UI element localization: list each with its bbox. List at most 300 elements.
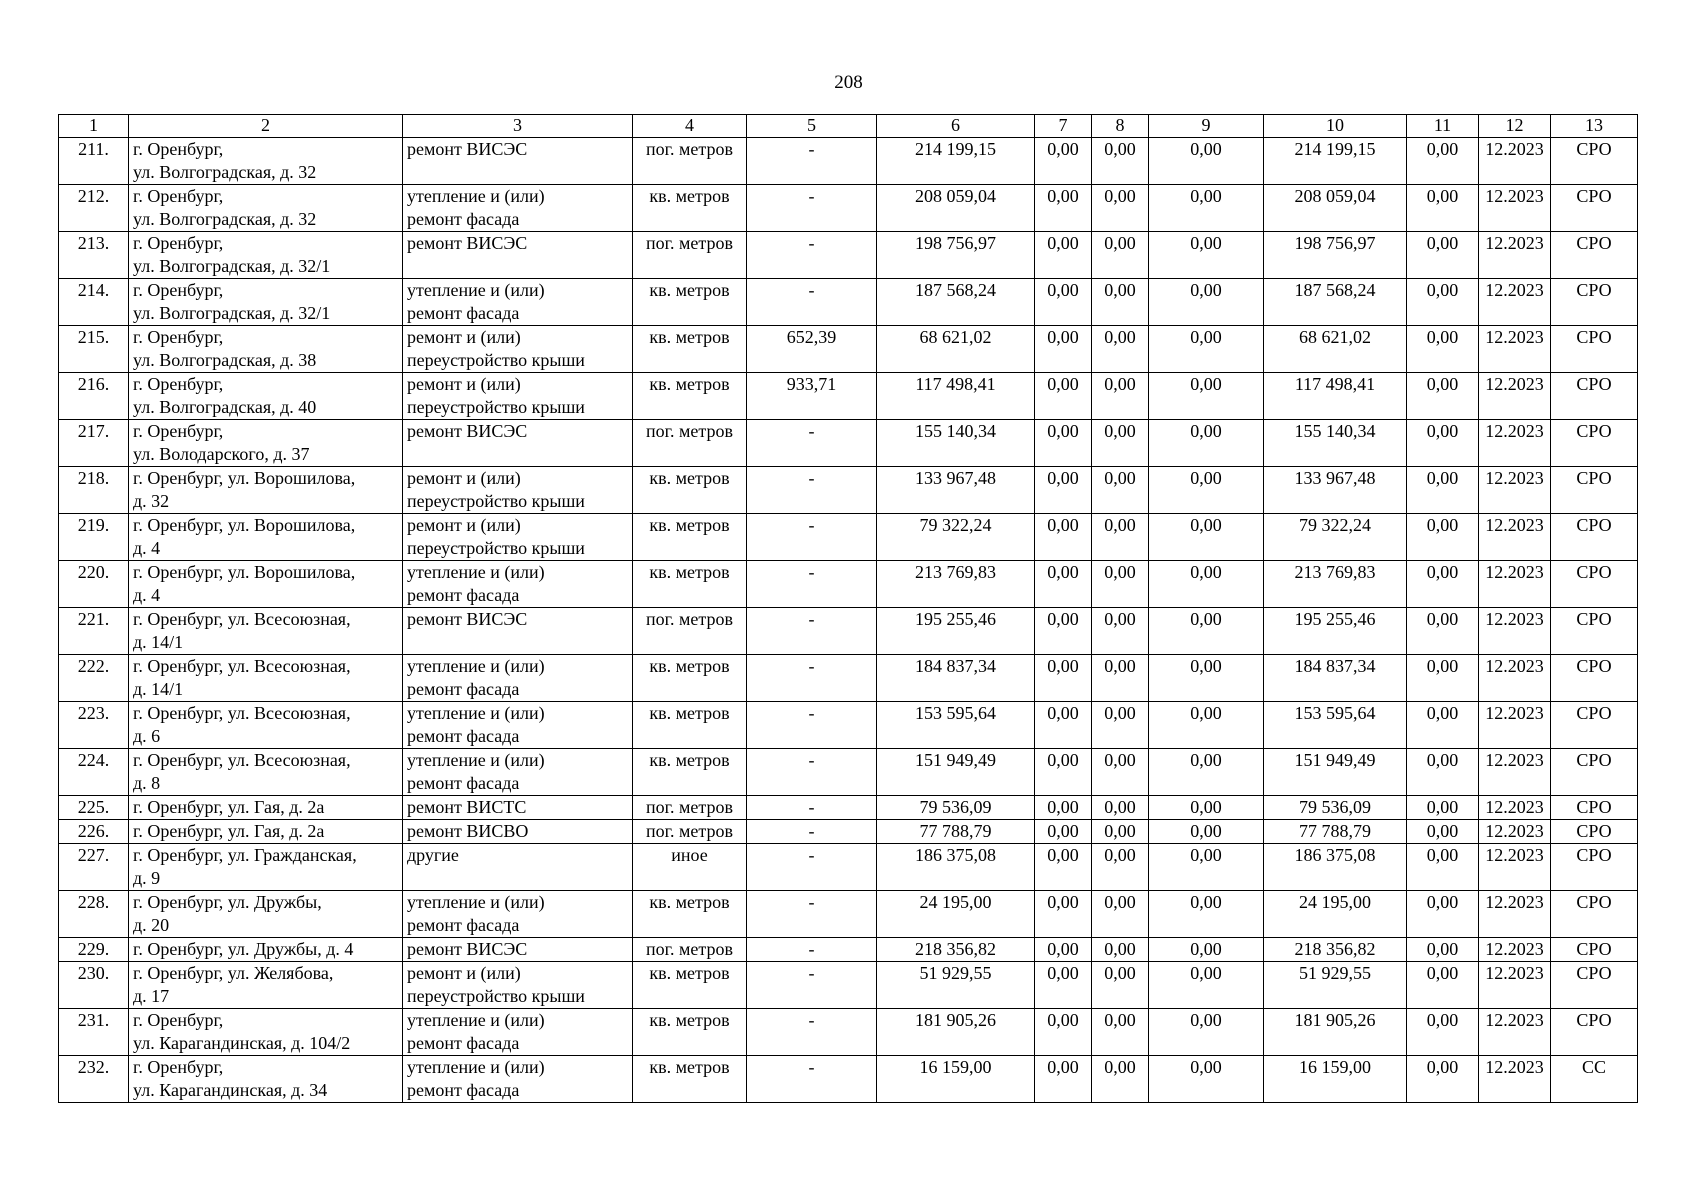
col10-cell: 51 929,55	[1264, 962, 1407, 1009]
row-number: 227.	[59, 844, 129, 891]
col9-cell: 0,00	[1149, 655, 1264, 702]
work-type-cell	[403, 796, 633, 820]
unit-cell: кв. метров	[633, 326, 747, 373]
col9-cell: 0,00	[1149, 420, 1264, 467]
address-cell-line: г. Оренбург,	[133, 186, 224, 206]
work-type-cell	[403, 514, 633, 561]
col7-cell: 0,00	[1035, 796, 1092, 820]
row-number: 211.	[59, 138, 129, 185]
total-cost-cell: 79 536,09	[877, 796, 1035, 820]
address-cell-line: ул. Волгоградская, д. 32/1	[133, 256, 331, 276]
total-cost-cell: 24 195,00	[877, 891, 1035, 938]
col11-cell: 0,00	[1407, 962, 1479, 1009]
row-number: 214.	[59, 279, 129, 326]
total-cost-cell: 208 059,04	[877, 185, 1035, 232]
col10-cell: 186 375,08	[1264, 844, 1407, 891]
col8-cell: 0,00	[1092, 608, 1149, 655]
address-cell-line: д. 17	[133, 986, 170, 1006]
col8-cell: 0,00	[1092, 138, 1149, 185]
table-row	[59, 326, 1638, 373]
col9-cell: 0,00	[1149, 702, 1264, 749]
col8-cell: 0,00	[1092, 938, 1149, 962]
address-cell-line: г. Оренбург,	[133, 1010, 224, 1030]
work-type-cell-line: другие	[407, 845, 459, 865]
address-cell-line: г. Оренбург, ул. Гая, д. 2а	[133, 821, 325, 841]
row-number: 228.	[59, 891, 129, 938]
deadline-cell: 12.2023	[1479, 326, 1551, 373]
col10-cell: 181 905,26	[1264, 1009, 1407, 1056]
col7-cell: 0,00	[1035, 561, 1092, 608]
source-cell: СРО	[1551, 844, 1638, 891]
deadline-cell: 12.2023	[1479, 279, 1551, 326]
col7-cell: 0,00	[1035, 467, 1092, 514]
unit-cell: пог. метров	[633, 796, 747, 820]
address-cell-line: д. 8	[133, 773, 161, 793]
volume-cell: -	[747, 138, 877, 185]
deadline-cell: 12.2023	[1479, 467, 1551, 514]
col9-cell: 0,00	[1149, 467, 1264, 514]
address-cell-line: г. Оренбург,	[133, 327, 224, 347]
total-cost-cell: 218 356,82	[877, 938, 1035, 962]
address-cell	[129, 232, 403, 279]
table-row	[59, 962, 1638, 1009]
row-number: 221.	[59, 608, 129, 655]
work-type-cell-line: ремонт фасада	[407, 1033, 520, 1053]
col8-cell: 0,00	[1092, 1009, 1149, 1056]
work-type-cell-line: утепление и (или)	[407, 892, 545, 912]
table-row	[59, 373, 1638, 420]
col11-cell: 0,00	[1407, 279, 1479, 326]
col9-cell: 0,00	[1149, 1056, 1264, 1103]
column-header-2: 2	[129, 115, 403, 138]
total-cost-cell: 79 322,24	[877, 514, 1035, 561]
work-type-cell-line: ремонт ВИСЭС	[407, 609, 528, 629]
work-type-cell-line: ремонт фасада	[407, 1080, 520, 1100]
source-cell: СРО	[1551, 326, 1638, 373]
deadline-cell: 12.2023	[1479, 561, 1551, 608]
work-type-cell-line: утепление и (или)	[407, 1057, 545, 1077]
column-header-4: 4	[633, 115, 747, 138]
row-number: 212.	[59, 185, 129, 232]
total-cost-cell: 181 905,26	[877, 1009, 1035, 1056]
address-cell-line: ул. Карагандинская, д. 34	[133, 1080, 328, 1100]
work-type-cell-line: ремонт фасада	[407, 726, 520, 746]
work-type-cell-line: утепление и (или)	[407, 280, 545, 300]
work-type-cell	[403, 1056, 633, 1103]
address-cell-line: г. Оренбург,	[133, 374, 224, 394]
volume-cell: 933,71	[747, 373, 877, 420]
col9-cell: 0,00	[1149, 232, 1264, 279]
col7-cell: 0,00	[1035, 185, 1092, 232]
unit-cell: кв. метров	[633, 702, 747, 749]
unit-cell: кв. метров	[633, 373, 747, 420]
col9-cell: 0,00	[1149, 514, 1264, 561]
unit-cell: иное	[633, 844, 747, 891]
unit-cell: кв. метров	[633, 279, 747, 326]
unit-cell: пог. метров	[633, 608, 747, 655]
unit-cell: пог. метров	[633, 232, 747, 279]
col9-cell: 0,00	[1149, 1009, 1264, 1056]
address-cell-line: д. 20	[133, 915, 170, 935]
unit-cell: кв. метров	[633, 1056, 747, 1103]
col11-cell: 0,00	[1407, 796, 1479, 820]
source-cell: СРО	[1551, 938, 1638, 962]
unit-cell: пог. метров	[633, 938, 747, 962]
address-cell	[129, 962, 403, 1009]
col10-cell: 153 595,64	[1264, 702, 1407, 749]
col9-cell: 0,00	[1149, 326, 1264, 373]
col7-cell: 0,00	[1035, 326, 1092, 373]
volume-cell: -	[747, 467, 877, 514]
col11-cell: 0,00	[1407, 702, 1479, 749]
work-type-cell-line: ремонт фасада	[407, 773, 520, 793]
table-row	[59, 891, 1638, 938]
volume-cell: -	[747, 232, 877, 279]
address-cell-line: ул. Волгоградская, д. 40	[133, 397, 317, 417]
table-row	[59, 749, 1638, 796]
col11-cell: 0,00	[1407, 844, 1479, 891]
volume-cell: -	[747, 1056, 877, 1103]
col9-cell: 0,00	[1149, 749, 1264, 796]
volume-cell: -	[747, 514, 877, 561]
col8-cell: 0,00	[1092, 373, 1149, 420]
column-header-7: 7	[1035, 115, 1092, 138]
address-cell-line: г. Оренбург, ул. Ворошилова,	[133, 562, 356, 582]
work-type-cell-line: ремонт и (или)	[407, 468, 521, 488]
address-cell	[129, 373, 403, 420]
table-row	[59, 420, 1638, 467]
volume-cell: -	[747, 420, 877, 467]
col10-cell: 68 621,02	[1264, 326, 1407, 373]
total-cost-cell: 184 837,34	[877, 655, 1035, 702]
work-type-cell	[403, 844, 633, 891]
source-cell: СРО	[1551, 796, 1638, 820]
table-header	[59, 115, 1638, 138]
col11-cell: 0,00	[1407, 420, 1479, 467]
col8-cell: 0,00	[1092, 232, 1149, 279]
address-cell-line: г. Оренбург,	[133, 139, 224, 159]
address-cell-line: г. Оренбург,	[133, 421, 224, 441]
volume-cell: -	[747, 702, 877, 749]
col10-cell: 155 140,34	[1264, 420, 1407, 467]
unit-cell: кв. метров	[633, 1009, 747, 1056]
col8-cell: 0,00	[1092, 279, 1149, 326]
total-cost-cell: 151 949,49	[877, 749, 1035, 796]
table-row	[59, 138, 1638, 185]
col7-cell: 0,00	[1035, 844, 1092, 891]
work-type-cell-line: переустройство крыши	[407, 491, 585, 511]
work-type-cell-line: переустройство крыши	[407, 397, 585, 417]
col10-cell: 195 255,46	[1264, 608, 1407, 655]
col8-cell: 0,00	[1092, 1056, 1149, 1103]
unit-cell: кв. метров	[633, 185, 747, 232]
address-cell-line: г. Оренбург, ул. Дружбы,	[133, 892, 322, 912]
work-type-cell-line: ремонт ВИСЭС	[407, 233, 528, 253]
address-cell-line: д. 14/1	[133, 679, 184, 699]
row-number: 224.	[59, 749, 129, 796]
address-cell	[129, 891, 403, 938]
work-type-cell	[403, 561, 633, 608]
unit-cell: кв. метров	[633, 962, 747, 1009]
col8-cell: 0,00	[1092, 796, 1149, 820]
col8-cell: 0,00	[1092, 820, 1149, 844]
address-cell-line: г. Оренбург, ул. Всесоюзная,	[133, 750, 351, 770]
col11-cell: 0,00	[1407, 232, 1479, 279]
col9-cell: 0,00	[1149, 373, 1264, 420]
col9-cell: 0,00	[1149, 938, 1264, 962]
col9-cell: 0,00	[1149, 844, 1264, 891]
col11-cell: 0,00	[1407, 1009, 1479, 1056]
col11-cell: 0,00	[1407, 749, 1479, 796]
total-cost-cell: 187 568,24	[877, 279, 1035, 326]
volume-cell: -	[747, 962, 877, 1009]
address-cell-line: г. Оренбург, ул. Желябова,	[133, 963, 334, 983]
work-type-cell	[403, 938, 633, 962]
col7-cell: 0,00	[1035, 702, 1092, 749]
address-cell-line: д. 4	[133, 538, 161, 558]
col7-cell: 0,00	[1035, 420, 1092, 467]
col10-cell: 77 788,79	[1264, 820, 1407, 844]
volume-cell: -	[747, 279, 877, 326]
col9-cell: 0,00	[1149, 820, 1264, 844]
col10-cell: 187 568,24	[1264, 279, 1407, 326]
address-cell	[129, 938, 403, 962]
col9-cell: 0,00	[1149, 561, 1264, 608]
source-cell: СРО	[1551, 561, 1638, 608]
address-cell	[129, 796, 403, 820]
work-type-cell-line: утепление и (или)	[407, 1010, 545, 1030]
address-cell	[129, 1056, 403, 1103]
deadline-cell: 12.2023	[1479, 138, 1551, 185]
row-number: 217.	[59, 420, 129, 467]
deadline-cell: 12.2023	[1479, 1009, 1551, 1056]
table-row	[59, 1009, 1638, 1056]
work-type-cell-line: утепление и (или)	[407, 703, 545, 723]
table-row	[59, 467, 1638, 514]
table-body	[59, 138, 1638, 1103]
table-row	[59, 938, 1638, 962]
total-cost-cell: 195 255,46	[877, 608, 1035, 655]
table-row	[59, 608, 1638, 655]
total-cost-cell: 153 595,64	[877, 702, 1035, 749]
work-type-cell-line: ремонт фасада	[407, 585, 520, 605]
deadline-cell: 12.2023	[1479, 820, 1551, 844]
col8-cell: 0,00	[1092, 844, 1149, 891]
address-cell-line: ул. Волгоградская, д. 38	[133, 350, 317, 370]
address-cell-line: г. Оренбург, ул. Ворошилова,	[133, 468, 356, 488]
col10-cell: 198 756,97	[1264, 232, 1407, 279]
deadline-cell: 12.2023	[1479, 938, 1551, 962]
address-cell-line: д. 6	[133, 726, 161, 746]
col11-cell: 0,00	[1407, 655, 1479, 702]
deadline-cell: 12.2023	[1479, 608, 1551, 655]
row-number: 219.	[59, 514, 129, 561]
volume-cell: -	[747, 185, 877, 232]
table-row	[59, 820, 1638, 844]
column-header-5: 5	[747, 115, 877, 138]
total-cost-cell: 117 498,41	[877, 373, 1035, 420]
source-cell: СС	[1551, 1056, 1638, 1103]
address-cell-line: г. Оренбург,	[133, 233, 224, 253]
col11-cell: 0,00	[1407, 467, 1479, 514]
row-number: 226.	[59, 820, 129, 844]
column-header-13: 13	[1551, 115, 1638, 138]
col10-cell: 208 059,04	[1264, 185, 1407, 232]
row-number: 229.	[59, 938, 129, 962]
row-number: 216.	[59, 373, 129, 420]
col7-cell: 0,00	[1035, 373, 1092, 420]
source-cell: СРО	[1551, 749, 1638, 796]
col11-cell: 0,00	[1407, 185, 1479, 232]
address-cell	[129, 138, 403, 185]
col8-cell: 0,00	[1092, 467, 1149, 514]
col10-cell: 16 159,00	[1264, 1056, 1407, 1103]
volume-cell: -	[747, 655, 877, 702]
col11-cell: 0,00	[1407, 373, 1479, 420]
address-cell-line: г. Оренбург, ул. Гражданская,	[133, 845, 357, 865]
total-cost-cell: 133 967,48	[877, 467, 1035, 514]
volume-cell: -	[747, 608, 877, 655]
row-number: 222.	[59, 655, 129, 702]
deadline-cell: 12.2023	[1479, 796, 1551, 820]
source-cell: СРО	[1551, 655, 1638, 702]
volume-cell: -	[747, 561, 877, 608]
col8-cell: 0,00	[1092, 749, 1149, 796]
col11-cell: 0,00	[1407, 1056, 1479, 1103]
row-number: 218.	[59, 467, 129, 514]
address-cell-line: г. Оренбург, ул. Всесоюзная,	[133, 656, 351, 676]
source-cell: СРО	[1551, 185, 1638, 232]
deadline-cell: 12.2023	[1479, 514, 1551, 561]
col8-cell: 0,00	[1092, 514, 1149, 561]
unit-cell: кв. метров	[633, 749, 747, 796]
volume-cell: 652,39	[747, 326, 877, 373]
col8-cell: 0,00	[1092, 891, 1149, 938]
deadline-cell: 12.2023	[1479, 891, 1551, 938]
col7-cell: 0,00	[1035, 1009, 1092, 1056]
address-cell	[129, 326, 403, 373]
table-row	[59, 232, 1638, 279]
unit-cell: пог. метров	[633, 420, 747, 467]
work-type-cell-line: ремонт ВИСЭС	[407, 939, 528, 959]
column-header-10: 10	[1264, 115, 1407, 138]
work-type-cell	[403, 185, 633, 232]
volume-cell: -	[747, 749, 877, 796]
total-cost-cell: 213 769,83	[877, 561, 1035, 608]
col7-cell: 0,00	[1035, 279, 1092, 326]
table-row	[59, 702, 1638, 749]
row-number: 223.	[59, 702, 129, 749]
work-type-cell-line: ремонт ВИСВО	[407, 821, 529, 841]
work-type-cell	[403, 420, 633, 467]
work-type-cell	[403, 702, 633, 749]
address-cell-line: г. Оренбург, ул. Гая, д. 2а	[133, 797, 325, 817]
work-type-cell-line: ремонт фасада	[407, 679, 520, 699]
address-cell-line: ул. Володарского, д. 37	[133, 444, 310, 464]
col7-cell: 0,00	[1035, 138, 1092, 185]
deadline-cell: 12.2023	[1479, 655, 1551, 702]
table-row	[59, 279, 1638, 326]
address-cell	[129, 820, 403, 844]
col8-cell: 0,00	[1092, 702, 1149, 749]
work-type-cell	[403, 962, 633, 1009]
col10-cell: 218 356,82	[1264, 938, 1407, 962]
col11-cell: 0,00	[1407, 561, 1479, 608]
address-cell	[129, 749, 403, 796]
work-type-cell-line: ремонт и (или)	[407, 327, 521, 347]
work-type-cell-line: ремонт и (или)	[407, 963, 521, 983]
volume-cell: -	[747, 820, 877, 844]
table-row	[59, 796, 1638, 820]
work-type-cell	[403, 326, 633, 373]
row-number: 232.	[59, 1056, 129, 1103]
col10-cell: 184 837,34	[1264, 655, 1407, 702]
deadline-cell: 12.2023	[1479, 962, 1551, 1009]
col11-cell: 0,00	[1407, 326, 1479, 373]
deadline-cell: 12.2023	[1479, 749, 1551, 796]
col8-cell: 0,00	[1092, 420, 1149, 467]
address-cell-line: д. 9	[133, 868, 161, 888]
col7-cell: 0,00	[1035, 820, 1092, 844]
col11-cell: 0,00	[1407, 891, 1479, 938]
work-type-cell-line: ремонт ВИСЭС	[407, 421, 528, 441]
address-cell	[129, 702, 403, 749]
col11-cell: 0,00	[1407, 138, 1479, 185]
column-header-9: 9	[1149, 115, 1264, 138]
address-cell-line: д. 14/1	[133, 632, 184, 652]
row-number: 215.	[59, 326, 129, 373]
table-row	[59, 561, 1638, 608]
work-type-cell	[403, 891, 633, 938]
work-type-cell-line: утепление и (или)	[407, 656, 545, 676]
unit-cell: кв. метров	[633, 561, 747, 608]
row-number: 213.	[59, 232, 129, 279]
source-cell: СРО	[1551, 232, 1638, 279]
col10-cell: 117 498,41	[1264, 373, 1407, 420]
source-cell: СРО	[1551, 608, 1638, 655]
work-type-cell	[403, 467, 633, 514]
source-cell: СРО	[1551, 820, 1638, 844]
address-cell-line: г. Оренбург, ул. Ворошилова,	[133, 515, 356, 535]
address-cell-line: ул. Волгоградская, д. 32/1	[133, 303, 331, 323]
unit-cell: кв. метров	[633, 514, 747, 561]
col10-cell: 133 967,48	[1264, 467, 1407, 514]
header-row	[59, 115, 1638, 138]
column-header-1: 1	[59, 115, 129, 138]
col7-cell: 0,00	[1035, 891, 1092, 938]
address-cell-line: г. Оренбург, ул. Всесоюзная,	[133, 609, 351, 629]
address-cell-line: ул. Волгоградская, д. 32	[133, 209, 317, 229]
address-cell-line: г. Оренбург,	[133, 1057, 224, 1077]
column-header-3: 3	[403, 115, 633, 138]
col8-cell: 0,00	[1092, 655, 1149, 702]
work-type-cell	[403, 655, 633, 702]
col10-cell: 79 322,24	[1264, 514, 1407, 561]
work-type-cell-line: ремонт ВИСЭС	[407, 139, 528, 159]
address-cell	[129, 844, 403, 891]
address-cell	[129, 467, 403, 514]
work-type-cell-line: переустройство крыши	[407, 538, 585, 558]
unit-cell: кв. метров	[633, 891, 747, 938]
deadline-cell: 12.2023	[1479, 185, 1551, 232]
col10-cell: 24 195,00	[1264, 891, 1407, 938]
deadline-cell: 12.2023	[1479, 373, 1551, 420]
address-cell-line: ул. Волгоградская, д. 32	[133, 162, 317, 182]
address-cell	[129, 185, 403, 232]
source-cell: СРО	[1551, 420, 1638, 467]
col11-cell: 0,00	[1407, 938, 1479, 962]
col8-cell: 0,00	[1092, 185, 1149, 232]
